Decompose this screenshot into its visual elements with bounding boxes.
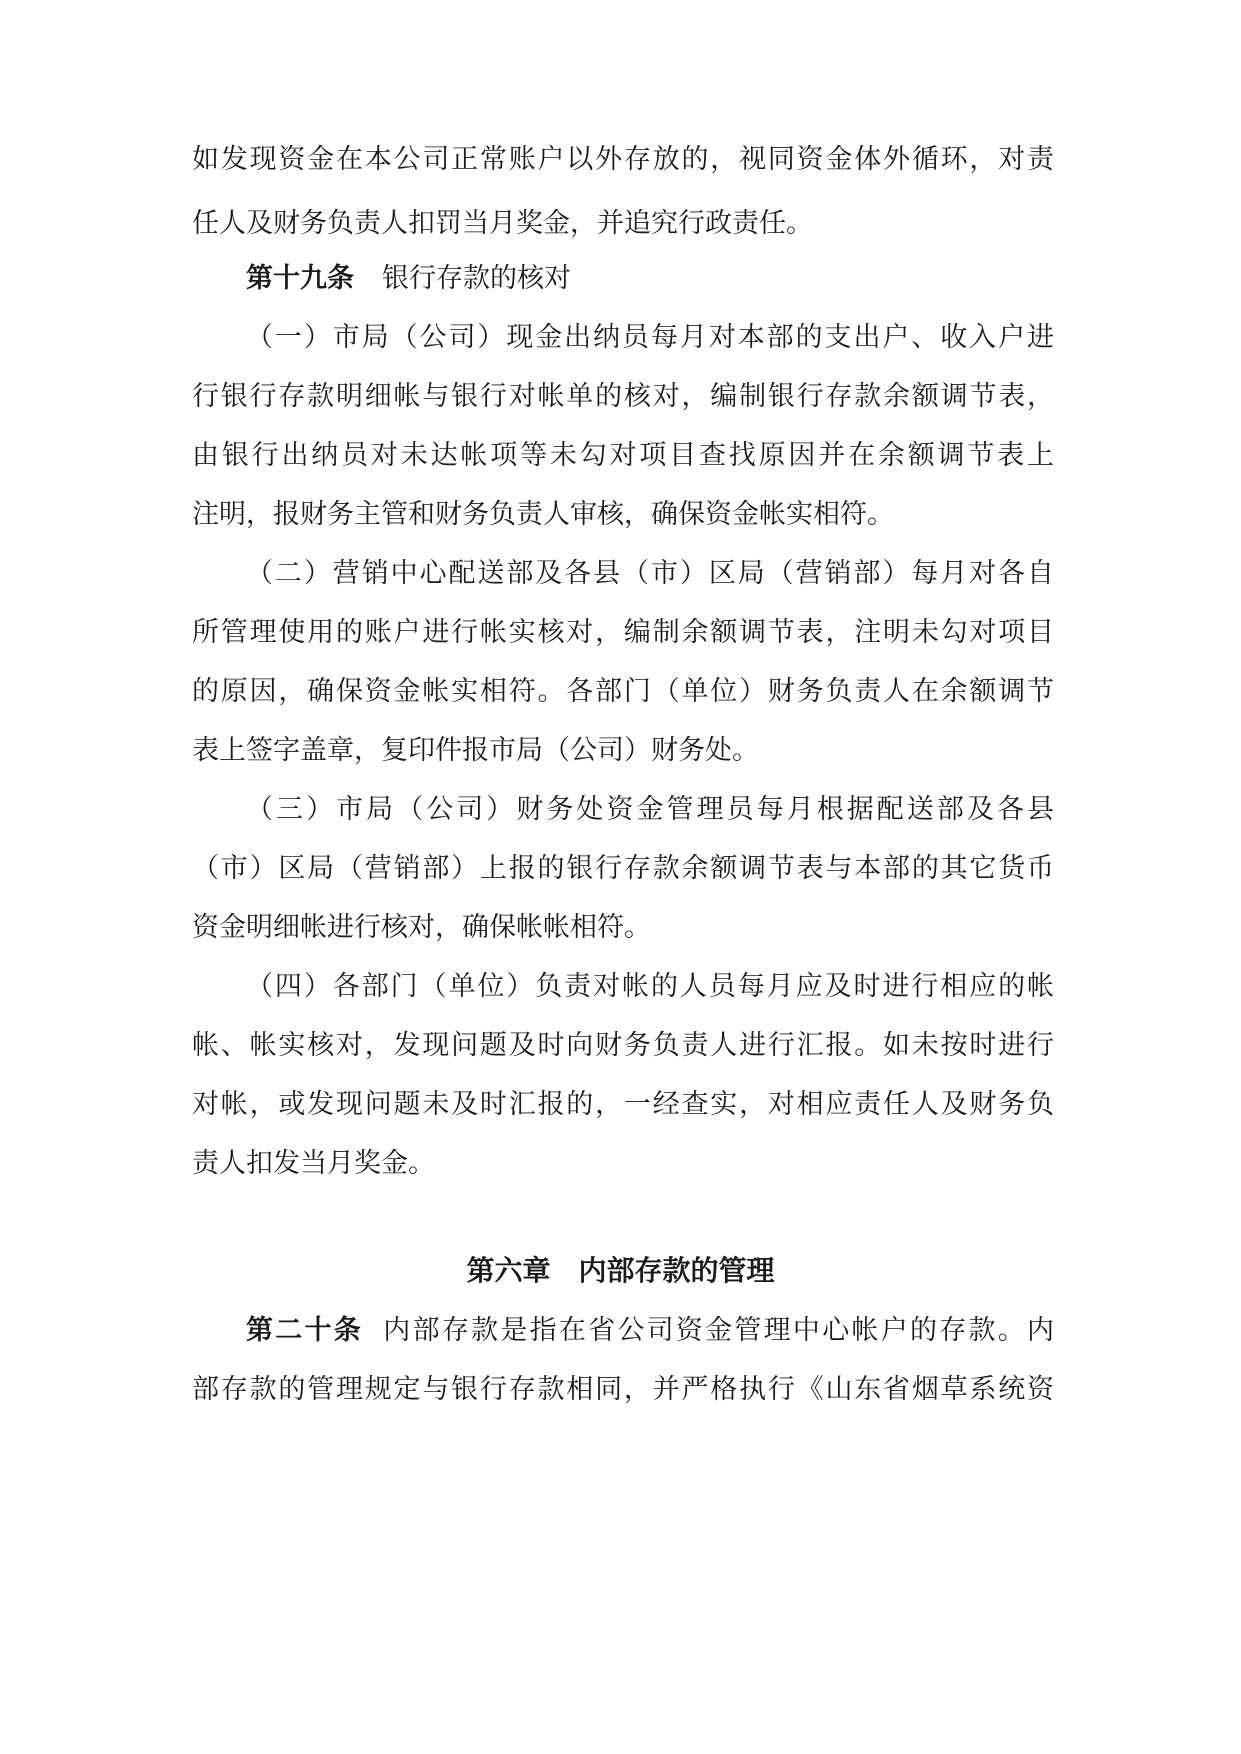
item-3-line: （市）区局（营销部）上报的银行存款余额调节表与本部的其它货币 [192,853,1054,884]
item-3-line: （三）市局（公司）财务处资金管理员每月根据配送部及各县 [246,794,1054,825]
item-1-line: 由银行出纳员对未达帐项等未勾对项目查找原因并在余额调节表上 [192,440,1054,471]
item-2-line: 表上签字盖章，复印件报市局（公司）财务处。 [192,735,759,766]
item-2-line: 所管理使用的账户进行帐实核对，编制余额调节表，注明未勾对项目 [192,617,1054,648]
article-19-label: 第十九条 [246,263,354,294]
item-1-line: （一）市局（公司）现金出纳员每月对本部的支出户、收入户进 [246,322,1054,353]
chapter-6-heading: 第六章 内部存款的管理 [466,1254,775,1287]
item-2-line: 的原因，确保资金帐实相符。各部门（单位）财务负责人在余额调节 [192,676,1054,707]
article-19-title: 银行存款的核对 [382,263,571,294]
item-4-line: 责人扣发当月奖金。 [192,1148,435,1179]
paragraph-line: 任人及财务负责人扣罚当月奖金，并追究行政责任。 [192,208,813,239]
item-3-line: 资金明细帐进行核对，确保帐帐相符。 [192,912,651,943]
item-1-line: 行银行存款明细帐与银行对帐单的核对，编制银行存款余额调节表， [192,381,1054,412]
article-19-heading [246,255,1054,303]
article-20-line: 部存款的管理规定与银行存款相同，并严格执行《山东省烟草系统资 [192,1374,1054,1405]
article-20-text: 内部存款是指在省公司资金管理中心帐户的存款。内 [381,1315,1054,1346]
item-4-line: 帐、帐实核对，发现问题及时向财务负责人进行汇报。如未按时进行 [192,1030,1054,1061]
item-4-line: 对帐，或发现问题未及时汇报的，一经查实，对相应责任人及财务负 [192,1089,1054,1120]
article-20-line [246,1307,1054,1355]
paragraph-line: 如发现资金在本公司正常账户以外存放的，视同资金体外循环，对责 [192,144,1054,175]
item-4-line: （四）各部门（单位）负责对帐的人员每月应及时进行相应的帐 [246,971,1054,1002]
article-20-label: 第二十条 [246,1315,364,1346]
item-2-line: （二）营销中心配送部及各县（市）区局（营销部）每月对各自 [246,558,1054,589]
item-1-line: 注明，报财务主管和财务负责人审核，确保资金帐实相符。 [192,499,894,530]
